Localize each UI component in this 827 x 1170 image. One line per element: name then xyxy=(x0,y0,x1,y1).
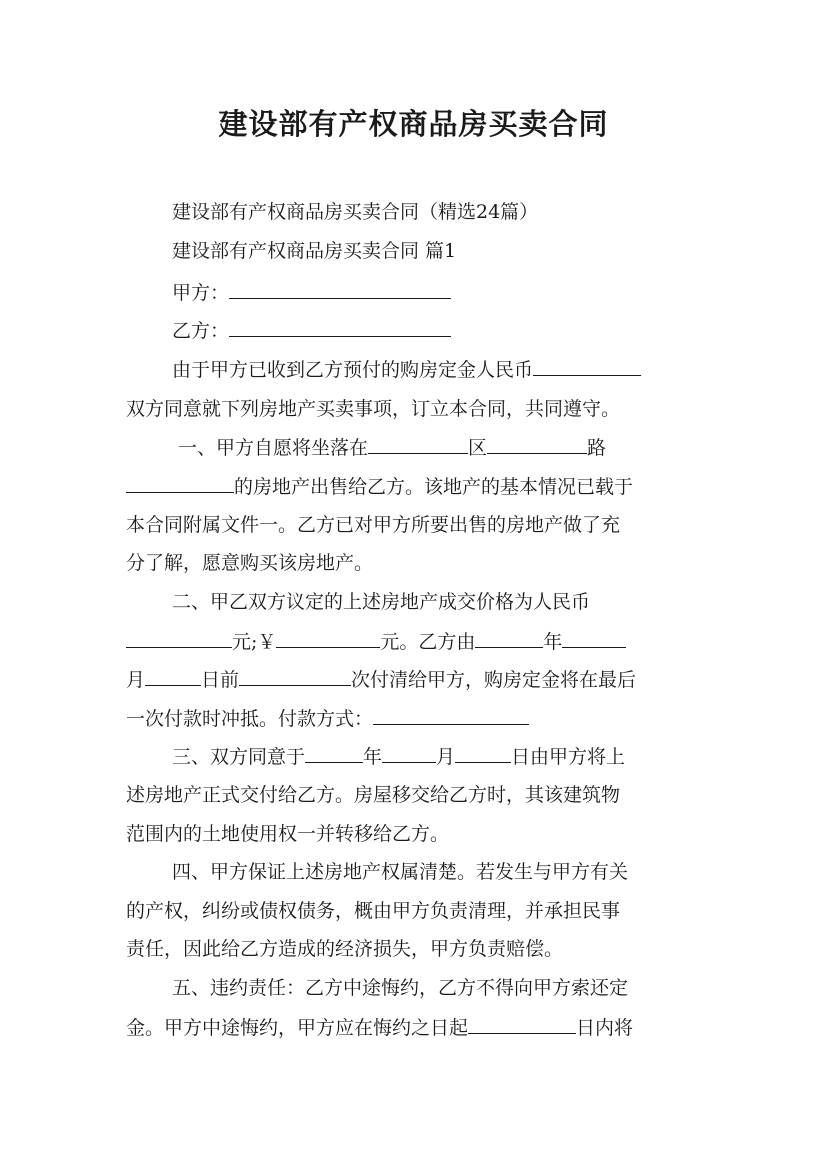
delivery-year-blank[interactable] xyxy=(305,742,363,763)
clause-4-line-3: 责任，因此给乙方造成的经济损失，甲方负责赔偿。 xyxy=(126,938,564,960)
clause-2-line-2 xyxy=(126,627,626,656)
year-label: 年 xyxy=(543,631,563,653)
clause-3-line-2: 述房地产正式交付给乙方。房屋移交给乙方时，其该建筑物 xyxy=(126,784,621,806)
clause-5-text-b: 金。甲方中途悔约，甲方应在悔约之日起 xyxy=(126,1017,469,1039)
year-label-2: 年 xyxy=(363,746,383,768)
payment-day-blank[interactable] xyxy=(145,665,201,686)
intro-line-1 xyxy=(172,355,641,384)
refund-days-blank[interactable] xyxy=(468,1013,576,1034)
party-a-blank[interactable] xyxy=(229,278,451,299)
clause-2-text-c: 元。乙方由 xyxy=(380,631,476,653)
clause-1-text-a: 一、甲方自愿将坐落在 xyxy=(178,437,369,459)
clause-5-text-c: 日内将 xyxy=(576,1017,634,1039)
yuan-yen-label: 元;￥ xyxy=(232,631,277,653)
intro-text-1: 由于甲方已收到乙方预付的购房定金人民币 xyxy=(172,359,534,381)
clause-1-line-3: 本合同附属文件一。乙方已对甲方所要出售的房地产做了充 xyxy=(126,514,621,536)
clause-2-line-4 xyxy=(126,704,529,733)
clause-3-line-3: 范围内的土地使用权一并转移给乙方。 xyxy=(126,823,450,845)
document-title: 建设部有产权商品房买卖合同 xyxy=(218,107,609,141)
day-before-label: 日前 xyxy=(201,669,240,691)
clause-2-text-g: 次付清给甲方，购房定金将在最后 xyxy=(351,669,637,691)
party-a-label: 甲方： xyxy=(172,282,230,304)
clause-3-text-a: 三、双方同意于 xyxy=(172,746,306,768)
clause-5-line-1: 五、违约责任：乙方中途悔约，乙方不得向甲方索还定 xyxy=(172,977,629,999)
section-heading: 建设部有产权商品房买卖合同 篇1 xyxy=(172,240,457,262)
road-label: 路 xyxy=(587,437,607,459)
clause-1-text-d: 的房地产出售给乙方。该地产的基本情况已载于 xyxy=(234,476,634,498)
clause-1-line-1 xyxy=(178,433,606,462)
price-rmb-blank[interactable] xyxy=(126,627,232,648)
payment-year-blank[interactable] xyxy=(475,627,543,648)
clause-4-line-2: 的产权，纠纷或债权债务，概由甲方负责清理，并承担民事 xyxy=(126,900,621,922)
clause-2-line-1: 二、甲乙双方议定的上述房地产成交价格为人民币 xyxy=(172,591,591,613)
district-label: 区 xyxy=(468,437,488,459)
clause-3-line-1 xyxy=(172,742,625,771)
installments-blank[interactable] xyxy=(239,665,351,686)
month-label-2: 月 xyxy=(436,746,456,768)
clause-1-line-2 xyxy=(126,472,633,501)
payment-month-blank[interactable] xyxy=(562,627,626,648)
clause-3-text-d: 日由甲方将上 xyxy=(511,746,626,768)
party-b-line xyxy=(172,316,451,345)
intro-line-2: 双方同意就下列房地产买卖事项，订立本合同，共同遵守。 xyxy=(126,398,621,420)
subtitle: 建设部有产权商品房买卖合同（精选24篇） xyxy=(172,201,539,223)
payment-method-label: 一次付款时冲抵。付款方式： xyxy=(126,708,374,730)
location-blank[interactable] xyxy=(368,433,468,454)
price-yen-blank[interactable] xyxy=(276,627,380,648)
delivery-month-blank[interactable] xyxy=(382,742,436,763)
party-b-label: 乙方： xyxy=(172,320,230,342)
district-blank[interactable] xyxy=(487,433,587,454)
clause-4-line-1: 四、甲方保证上述房地产权属清楚。若发生与甲方有关 xyxy=(172,861,629,883)
party-a-line xyxy=(172,278,451,307)
clause-2-line-3 xyxy=(126,665,636,694)
month-label: 月 xyxy=(126,669,146,691)
party-b-blank[interactable] xyxy=(229,316,451,337)
road-blank[interactable] xyxy=(126,472,234,493)
delivery-day-blank[interactable] xyxy=(455,742,511,763)
deposit-amount-blank[interactable] xyxy=(533,355,641,376)
clause-1-line-4: 分了解，愿意购买该房地产。 xyxy=(126,552,374,574)
payment-method-blank[interactable] xyxy=(373,704,529,725)
clause-5-line-2 xyxy=(126,1013,633,1042)
